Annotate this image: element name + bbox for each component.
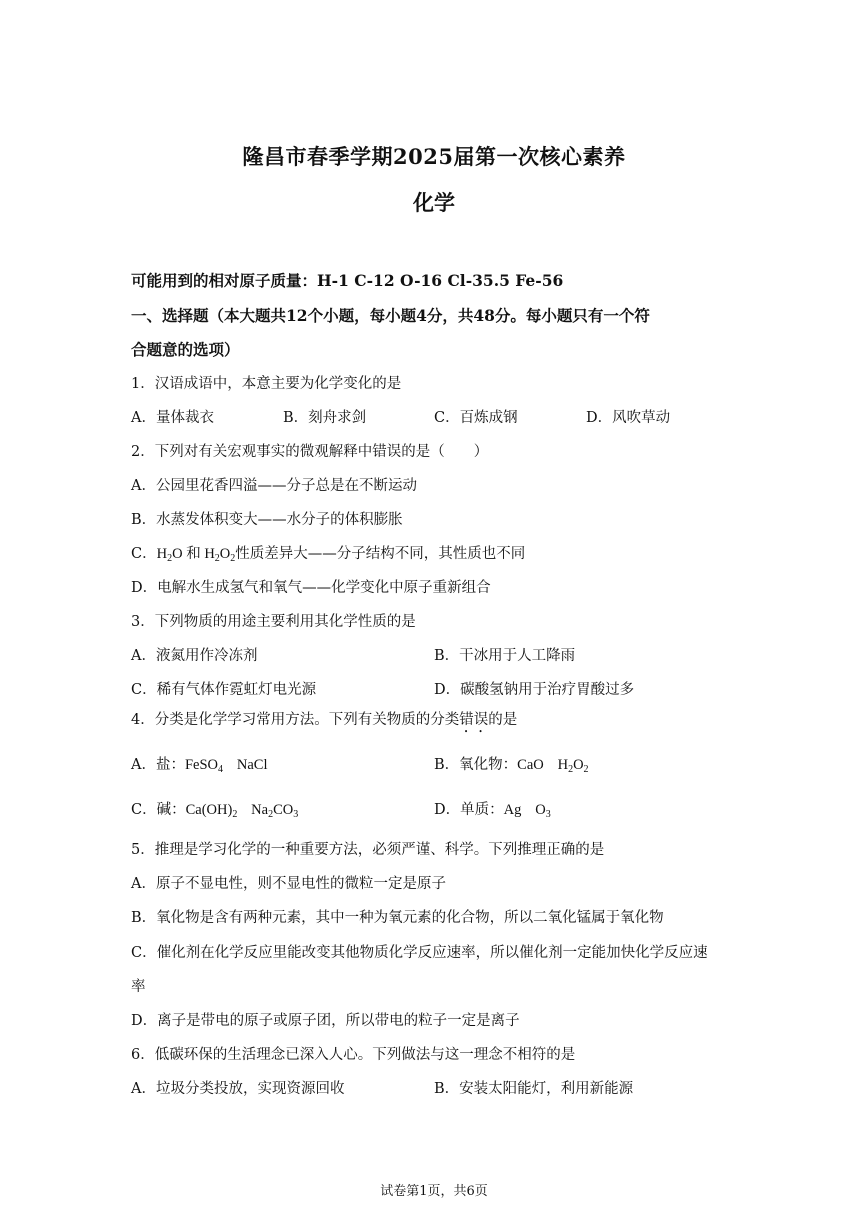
subject-title: 化学 [413, 190, 455, 215]
q3-option-b: B．干冰用于人工降雨 [434, 648, 576, 664]
q1-option-c: C．百炼成钢 [434, 410, 518, 426]
q3-option-d: D．碳酸氢钠用于治疗胃酸过多 [434, 682, 635, 698]
q6-option-b: B．安装太阳能灯，利用新能源 [434, 1081, 634, 1097]
q2-option-c: C．$H_2O$ 和 $H_2O_2$性质差异大——分子结构不同，其性质也不同 [131, 546, 526, 564]
atomic-masses: 可能用到的相对原子质量：H-1 C-12 O-16 Cl-35.5 Fe-56 [131, 271, 564, 290]
exam-title: 隆昌市春季学期2025届第一次核心素养 [242, 144, 626, 169]
section-heading-line2: 合题意的选项） [131, 340, 240, 359]
q1-option-a: A．量体裁衣 [131, 410, 214, 426]
q4-option-c: C．碱：$Ca(OH)_2$ $Na_2CO_3$ [131, 802, 299, 820]
q5-option-b: B．氧化物是含有两种元素，其中一种为氧元素的化合物，所以二氧化锰属于氧化物 [131, 910, 664, 926]
q4-option-a: A．盐：FeSO$_4$ NaCl [131, 757, 268, 775]
section-heading-line1: 一、选择题（本大题共12个小题，每小题4分，共48分。每小题只有一个符 [131, 306, 650, 325]
q1-option-d: D．风吹草动 [586, 410, 671, 426]
q3-stem: 3．下列物质的用途主要利用其化学性质的是 [131, 614, 416, 630]
q1-option-b: B．刻舟求剑 [283, 410, 367, 426]
q1-stem: 1．汉语成语中，本意主要为化学变化的是 [131, 376, 402, 392]
q5-option-c: C．催化剂在化学反应里能改变其他物质化学反应速率，所以催化剂一定能加快化学反应速 [131, 945, 708, 961]
q2-option-b: B．水蒸发体积变大——水分子的体积膨胀 [131, 512, 403, 528]
q4-option-b: B．氧化物：CaO $H_2O_2$ [434, 757, 589, 775]
q5-option-a: A．原子不显电性，则不显电性的微粒一定是原子 [131, 876, 446, 892]
q2-stem: 2．下列对有关宏观事实的微观解释中错误的是（ ） [131, 444, 489, 460]
page-footer: 试卷第1页，共6页 [380, 1184, 488, 1199]
q4-option-d: D．单质：Ag $O_3$ [434, 802, 551, 820]
q6-stem: 6．低碳环保的生活理念已深入人心。下列做法与这一理念不相符的是 [131, 1047, 576, 1063]
q5-stem: 5．推理是学习化学的一种重要方法，必须严谨、科学。下列推理正确的是 [131, 842, 605, 858]
q5-option-c-continued: 率 [131, 979, 146, 995]
q2-option-a: A．公园里花香四溢——分子总是在不断运动 [131, 478, 417, 494]
q2-option-d: D．电解水生成氢气和氧气——化学变化中原子重新组合 [131, 580, 491, 596]
q5-option-d: D．离子是带电的原子或原子团，所以带电的粒子一定是离子 [131, 1013, 520, 1029]
q3-option-c: C．稀有气体作霓虹灯电光源 [131, 682, 317, 698]
q3-option-a: A．液氮用作冷冻剂 [131, 648, 258, 664]
emphasized-word: 错误 [459, 712, 489, 728]
q6-option-a: A．垃圾分类投放，实现资源回收 [131, 1081, 345, 1097]
q4-stem: 4．分类是化学学习常用方法。下列有关物质的分类错误的是 [131, 712, 518, 728]
